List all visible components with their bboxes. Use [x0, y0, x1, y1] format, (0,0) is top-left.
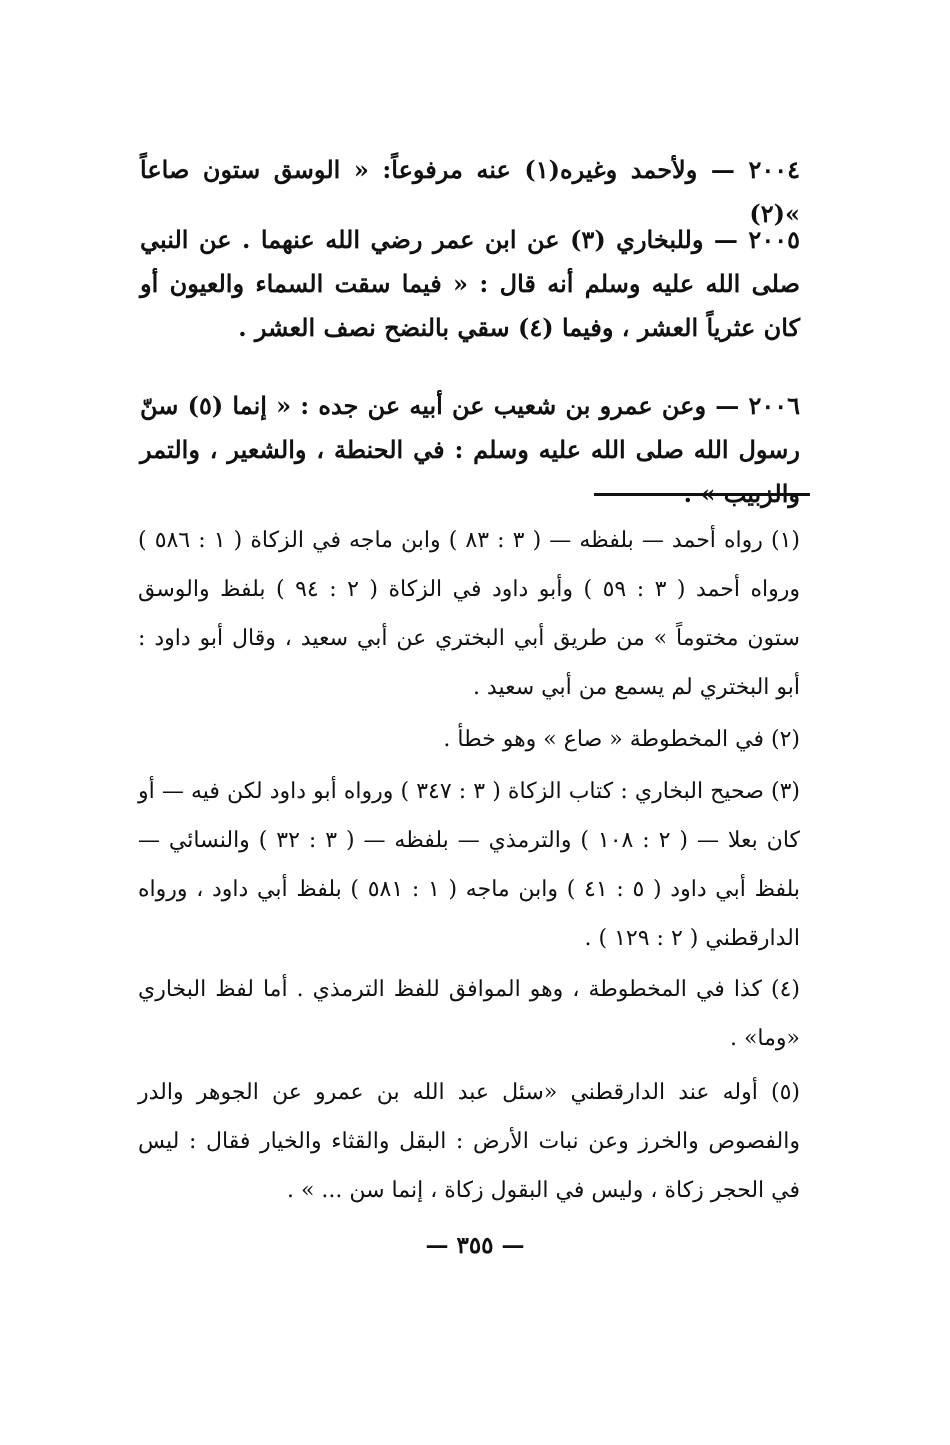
page-number: — ٣٥٥ —	[425, 1232, 525, 1259]
footnote-3: (٣) صحيح البخاري : كتاب الزكاة ( ٣ : ٣٤٧ ) ورواه أبو داود لكن فيه — أو كان بعلا — ( ٢ : ١٠٨ ) والترمذي — بلفظه — ( ٣ : ٣٢ ) والنسائي — بلفظ أبي داود ( ٥ : ٤١ ) وابن ماجه ( ١ : ٥٨١ ) بلفظ أبي داود ، ورواه الدارقطني ( ٢ : ١٢٩ ) .	[138, 779, 801, 951]
footnote-4: (٤) كذا في المخطوطة ، وهو الموافق للفظ الترمذي . أما لفظ البخاري «وما» .	[138, 977, 800, 1051]
footnote-separator	[594, 493, 810, 496]
hadith-2004-text: ٢٠٠٤ — ولأحمد وغيره(١) عنه مرفوعاً: « الوسق ستون صاعاً »(٢)	[140, 155, 800, 228]
footnote-1: (١) رواه أحمد — بلفظه — ( ٣ : ٨٣ ) وابن ماجه في الزكاة ( ١ : ٥٨٦ ) ورواه أحمد ( ٣ : ٥٩ ) وأبو داود في الزكاة ( ٢ : ٩٤ ) بلفظ والوسق ستون مختوماً » من طريق أبي البختري عن أبي سعيد ، وقال أبو داود : أبو البختري لم يسمع من أبي سعيد .	[138, 528, 800, 700]
hadith-2005	[140, 218, 800, 350]
footnote-5: (٥) أوله عند الدارقطني «سئل عبد الله بن عمرو عن الجوهر والدر والفصوص والخرز وعن نبات الأرض : البقل والقثاء والخيار فقال : ليس في الحجر زكاة ، وليس في البقول زكاة ، إنما سن ... » .	[138, 1080, 800, 1203]
hadith-2005-text: ٢٠٠٥ — وللبخاري (٣) عن ابن عمر رضي الله عنهما . عن النبي صلى الله عليه وسلم أنه قال : « فيما سقت السماء والعيون أو كان عثرياً العشر ، وفيما (٤) سقي بالنضح نصف العشر .	[140, 225, 800, 342]
hadith-2006-text: ٢٠٠٦ — وعن عمرو بن شعيب عن أبيه عن جده : « إنما (٥) سنّ رسول الله صلى الله عليه وسلم : في الحنطة ، والشعير ، والتمر والزبيب » .	[140, 391, 800, 508]
footnote-2: (٢) في المخطوطة « صاع » وهو خطأ .	[443, 727, 800, 752]
hadith-2006	[140, 384, 800, 516]
